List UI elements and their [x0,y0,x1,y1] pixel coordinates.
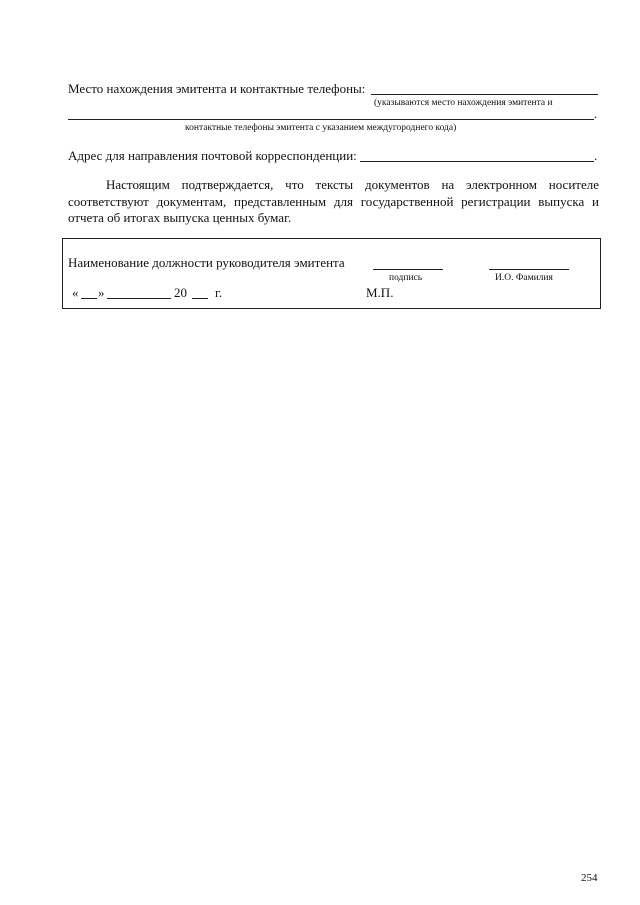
date-open-quote: « [72,285,79,300]
page-number: 254 [581,872,598,884]
location-label: Место нахождения эмитента и контактные телефоны: [68,81,366,96]
location-hint-2: контактные телефоны эмитента с указанием междугороднего кода) [185,123,457,133]
date-year-prefix: 20 [174,285,187,300]
location-field-line-2 [68,119,594,120]
address-label: Адрес для направления почтовой корреспонденции: [68,148,357,163]
location-field-line [371,94,598,95]
location-line-end: . [594,106,598,121]
date-month-line [107,298,171,299]
address-field-line [360,161,594,162]
name-line [489,269,569,270]
name-caption: И.О. Фамилия [495,273,553,283]
address-end: . [594,148,598,163]
date-close-quote: » [98,285,105,300]
location-hint-1: (указываются место нахождения эмитента и [374,98,553,108]
seal-label: М.П. [366,285,394,300]
confirmation-text: Настоящим подтверждается, что тексты документов на электронном носителе соответствуют документам, представленным для государственной регистрации выпуска и отчета об итогах выпуска ценных бумаг. [68,177,599,225]
date-day-line [81,298,97,299]
signature-block [62,238,601,309]
signature-line [373,269,443,270]
date-year-line [192,298,208,299]
signature-caption: подпись [389,273,423,283]
date-year-suffix: г. [215,285,223,300]
position-label: Наименование должности руководителя эмитента [68,255,345,270]
